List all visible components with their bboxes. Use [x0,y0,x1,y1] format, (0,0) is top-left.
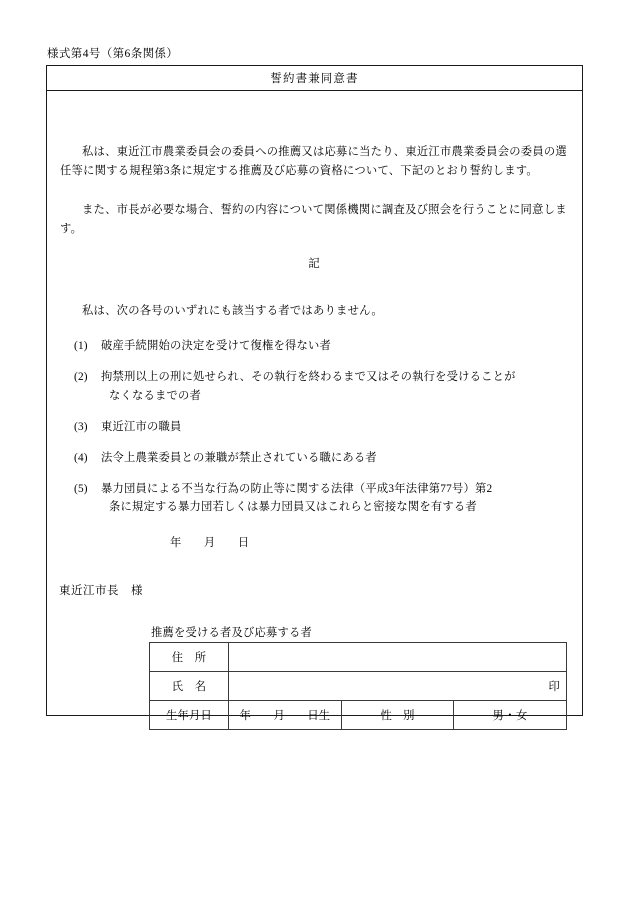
row-value-birthdate[interactable]: 年 月 日生 [229,701,342,730]
list-item-marker: (3) [74,420,88,433]
list-item [74,449,574,468]
list-item-marker: (4) [74,451,88,464]
list-item-body [101,337,574,356]
row-label-sex: 性 別 [341,701,454,730]
section-mark: 記 [308,258,321,270]
list-item-line: 東近江市の職員 [101,420,182,433]
table-row [150,643,567,672]
row-value-name-seal[interactable]: 印 [229,672,567,701]
addressee-line: 東近江市長 様 [59,585,143,597]
row-value-sex[interactable]: 男・女 [454,701,567,730]
list-item-line: 拘禁刑以上の刑に処せられ、その執行を終わるまで又はその執行を受けることが [101,371,516,383]
applicant-table [149,642,567,730]
list-item [74,337,574,356]
form-number: 様式第4号（第6条関係） [47,48,179,60]
table-caption: 推薦を受ける者及び応募する者 [151,627,312,639]
row-label-birthdate: 生年月日 [150,701,229,730]
document-body [47,91,582,722]
row-label-address: 住 所 [150,643,229,672]
row-label-name: 氏 名 [150,672,229,701]
disqualification-list [74,337,574,529]
paragraph-pledge: 私は、東近江市農業委員会の委員への推薦又は応募に当たり、東近江市農業委員会の委員の選任等に関する規程第3条に規定する推薦及び応募の資格について、下記のとおり誓約します。 [60,146,567,177]
table-row [150,672,567,701]
paragraph-consent: また、市長が必要な場合、誓約の内容について関係機関に調査及び照会を行うことに同意します。 [60,204,567,235]
list-item-line: 破産手続開始の決定を受けて復権を得ない者 [101,340,331,352]
document-title: 誓約書兼同意書 [270,73,359,85]
title-band [47,66,582,91]
list-lead-line: 私は、次の各号のいずれにも該当する者ではありません。 [82,305,383,317]
list-item-body [101,368,574,405]
list-item-line-continued: 条に規定する暴力団若しくは暴力団員又はこれらと密接な関を有する者 [109,501,477,513]
row-value-address[interactable] [229,643,567,672]
list-item-marker: (5) [74,482,88,495]
document-frame [46,65,583,722]
applicant-section [149,624,569,730]
list-item-body [101,480,574,517]
list-item-line: 法令上農業委員との兼職が禁止されている職にある者 [101,451,377,464]
date-line: 年 月 日 [170,537,250,549]
list-item-line-continued: なくなるまでの者 [109,389,201,402]
list-item-body [101,449,574,468]
table-row [150,701,567,730]
list-item-body [101,418,574,437]
list-item [74,480,574,517]
list-item [74,368,574,405]
list-item-line: 暴力団員による不当な行為の防止等に関する法律（平成3年法律第77号）第2 [101,482,493,495]
list-item [74,418,574,437]
list-item-marker: (2) [74,371,88,383]
list-item-marker: (1) [74,340,88,352]
